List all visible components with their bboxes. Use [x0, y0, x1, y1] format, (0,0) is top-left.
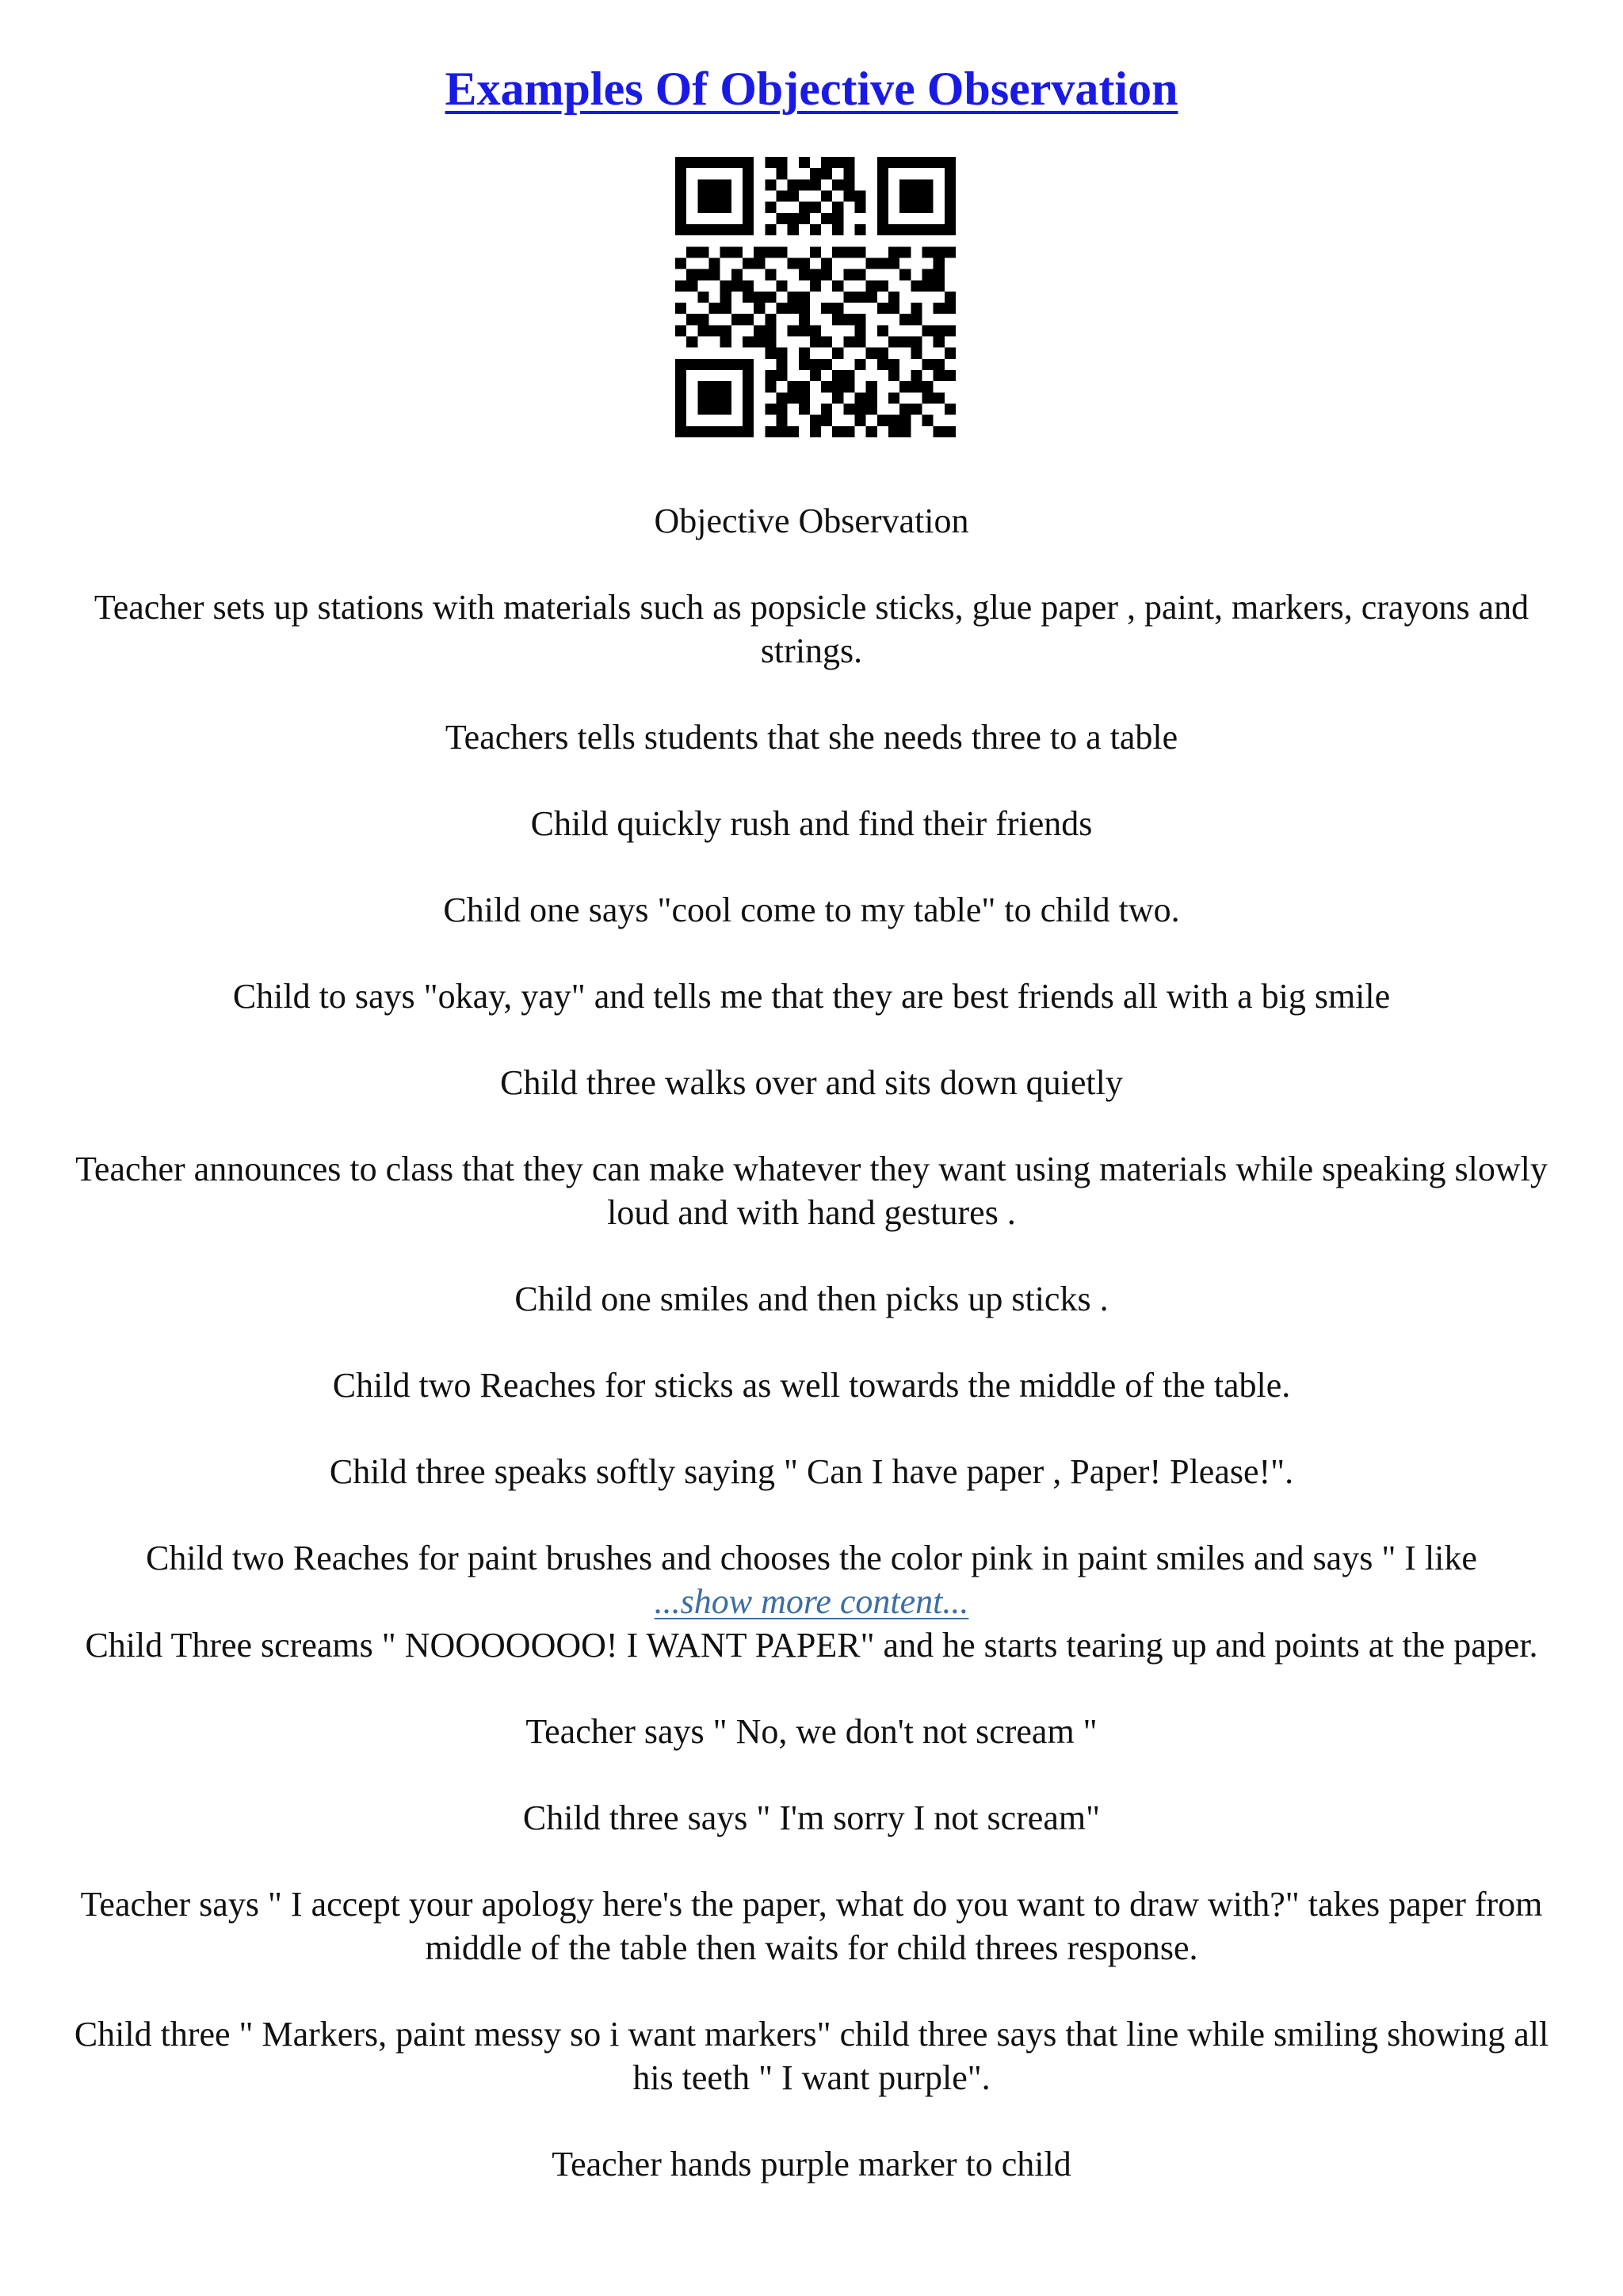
paragraph: Child two Reaches for paint brushes and chooses the color pink in paint smiles and says " I like [146, 1539, 1477, 1577]
paragraph: Teacher hands purple marker to child [552, 2145, 1071, 2183]
paragraph: Teacher says " I accept your apology here's the paper, what do you want to draw with?" takes paper from middle of the table then waits for child threes response. [80, 1885, 1543, 1967]
paragraph: Child two Reaches for sticks as well towards the middle of the table. [332, 1366, 1291, 1405]
paragraph: Teacher sets up stations with materials such as popsicle sticks, glue paper , paint, markers, crayons and strings. [94, 588, 1529, 670]
page-title [0, 57, 1623, 120]
paragraph: Child three " Markers, paint messy so i want markers" child three says that line while smiling showing all his teeth " I want purple". [74, 2015, 1549, 2097]
paragraph: Child Three screams " NOOOOOOO! I WANT PAPER" and he starts tearing up and points at the paper. [85, 1626, 1538, 1665]
paragraph: Child three speaks softly saying " Can I have paper , Paper! Please!". [329, 1452, 1294, 1491]
paragraph: Teacher says " No, we don't not scream " [525, 1712, 1098, 1751]
paragraph: Teacher announces to class that they can make whatever they want using materials while speaking slowly loud and with hand gestures . [75, 1150, 1548, 1232]
paragraph: Child three walks over and sits down quietly [500, 1063, 1123, 1102]
paragraph: Child to says "okay, yay" and tells me that they are best friends all with a big smile [232, 977, 1391, 1016]
paragraph: Child one smiles and then picks up sticks . [514, 1280, 1109, 1318]
paragraph: Teachers tells students that she needs three to a table [445, 718, 1178, 757]
qr-code-icon [675, 157, 956, 437]
paragraph: Child three says " I'm sorry I not scream" [522, 1798, 1101, 1837]
show-more-row [70, 1580, 1553, 1623]
paragraph-heading: Objective Observation [654, 502, 969, 540]
paragraph: Child quickly rush and find their friends [530, 804, 1093, 843]
show-more-link[interactable]: ...show more content... [654, 1582, 969, 1621]
paragraph: Child one says "cool come to my table" to child two. [443, 891, 1180, 929]
title-link[interactable]: Examples Of Objective Observation [445, 63, 1178, 115]
document-body [70, 499, 1553, 2229]
